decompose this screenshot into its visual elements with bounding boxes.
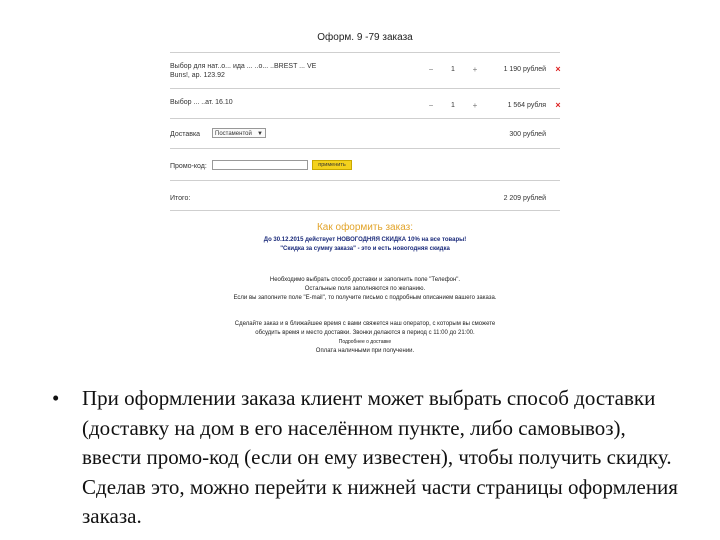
remove-item-icon[interactable]: × <box>555 100 561 110</box>
order-page-screenshot <box>160 20 570 370</box>
promo-row <box>170 160 560 182</box>
cart-item <box>170 98 560 120</box>
item-name[interactable]: Выбор для нат..о... ида ... ..о... ..BREST ... VE Buns!, ар. 123.92 <box>170 63 317 79</box>
delivery-price: 300 рублей <box>509 131 546 138</box>
delivery-row <box>170 128 560 150</box>
delivery-label: Доставка <box>170 131 201 138</box>
divider <box>170 180 560 181</box>
promo-notice: До 30.12.2015 действует НОВОГОДНЯЯ СКИДКА 10% на все товары! "Скидка за сумму заказа" - это и есть новогодняя скидка <box>263 237 467 252</box>
how-to-title: Как оформить заказ: <box>316 222 414 233</box>
divider <box>170 88 560 89</box>
qty-value[interactable]: 1 <box>451 66 455 73</box>
promo-code-input[interactable] <box>212 160 308 170</box>
remove-item-icon[interactable]: × <box>555 64 561 74</box>
divider <box>170 118 560 119</box>
delivery-select[interactable]: Постаментой ▼ <box>212 128 266 138</box>
item-name[interactable]: Выбор ... ..ат. 16.10 <box>170 99 233 106</box>
instructions-block-1: Необходимо выбрать способ доставки и заполнить поле "Телефон". Остальные поля заполняются по желанию. Если вы заполните поле "E-mail", то получите письмо с подробным описанием вашего заказа. <box>233 277 497 301</box>
bullet-marker: • <box>52 386 60 410</box>
chevron-down-icon: ▼ <box>257 131 263 137</box>
apply-promo-button[interactable]: применить <box>312 160 352 170</box>
total-value: 2 209 рублей <box>503 195 546 202</box>
cart-item <box>170 62 560 84</box>
page-title: Оформ. 9 -79 заказа <box>317 32 413 43</box>
item-price: 1 190 рублей <box>503 66 546 73</box>
item-price: 1 564 рубля <box>507 102 546 109</box>
qty-plus-button[interactable]: + <box>472 101 478 110</box>
divider <box>170 210 560 211</box>
caption-text: При оформлении заказа клиент может выбрать способ доставки (доставку на дом в его населённом пункте, либо самовывоз), ввести промо-код (если он ему известен), чтобы получить скидку. Сделав это, можно перейти к нижней части страницы оформления заказа. <box>82 386 678 528</box>
promo-label: Промо-код: <box>170 163 207 170</box>
delivery-info-link[interactable]: Подробнее о доставке <box>338 339 392 345</box>
instructions-block-2: Сделайте заказ и в ближайшее время с вами свяжется наш оператор, с которым вы сможете обсудить время и место доставки. Звонки делаются в период с 11:00 до 21:00. Подробнее о доставке Оплата наличными при получении. <box>160 320 570 356</box>
qty-value[interactable]: 1 <box>451 102 455 109</box>
divider <box>170 148 560 149</box>
qty-plus-button[interactable]: + <box>472 65 478 74</box>
qty-minus-button[interactable]: − <box>428 65 434 74</box>
divider <box>170 52 560 53</box>
qty-minus-button[interactable]: − <box>428 101 434 110</box>
total-label: Итого: <box>170 195 191 202</box>
